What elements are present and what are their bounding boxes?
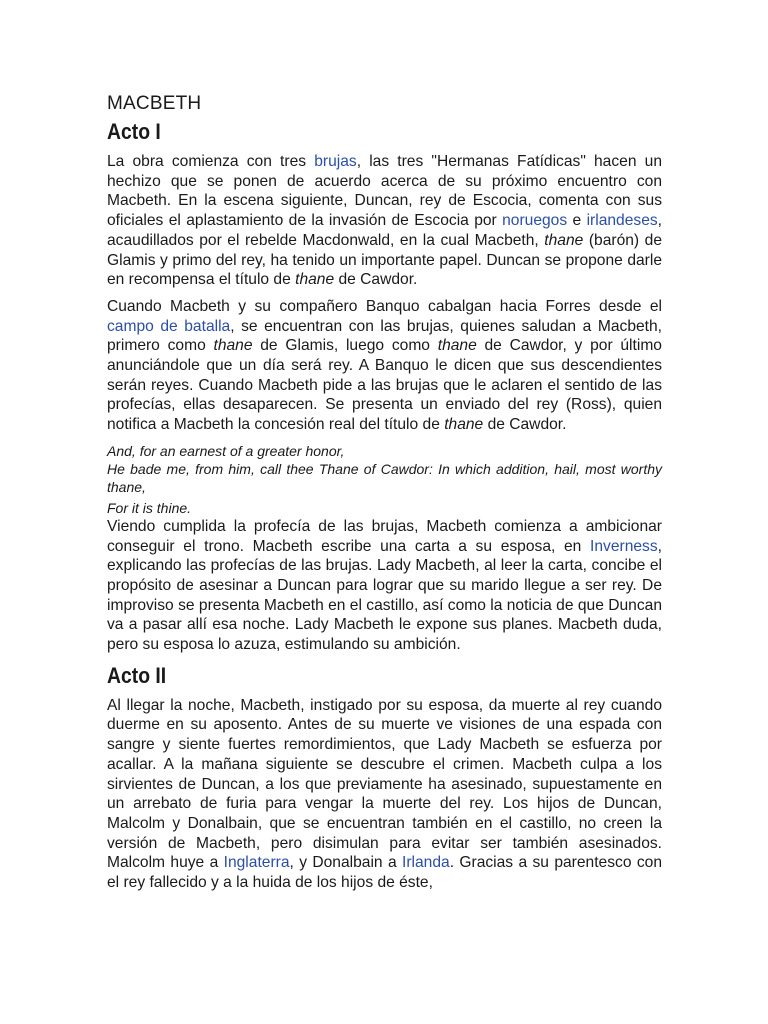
italic-term: thane	[444, 416, 484, 434]
document-title: MACBETH	[107, 93, 202, 114]
act-1-paragraph-2	[107, 297, 662, 435]
text-run: . Gracias a su parentesco con el rey fallecido y a la huida de los hijos de éste,	[107, 854, 662, 892]
link-brujas[interactable]: brujas	[314, 153, 357, 170]
italic-term: thane	[544, 231, 584, 249]
link-noruegos[interactable]: noruegos	[502, 212, 568, 230]
act-1-paragraph-1	[107, 152, 662, 290]
text-run: de Cawdor, y por último anunciándole que un día será rey. A Banquo le dicen que sus descendientes serán reyes. Cuando Macbeth pide a las brujas que le aclaren el sentido de las profecías, ellas desaparecen. Se presenta un enviado del rey (Ross), quien notifica a Macbeth la concesión real del título de	[107, 337, 662, 434]
act-2-paragraph-1	[107, 696, 662, 893]
link-irlandeses[interactable]: irlandeses	[586, 212, 658, 230]
document-page	[107, 92, 662, 900]
link-irlanda[interactable]: Irlanda	[402, 854, 450, 872]
italic-term: thane	[437, 337, 477, 355]
quote-block	[107, 442, 662, 517]
quote-line-2: He bade me, from him, call thee Thane of Cawdor: In which addition, hail, most worthy thane,	[107, 460, 662, 495]
text-run: de Glamis, luego como	[252, 337, 438, 355]
text-run: e	[567, 212, 587, 230]
act-1-paragraph-3	[107, 517, 662, 655]
text-run: , y Donalbain a	[289, 854, 402, 872]
text-run: de Cawdor.	[483, 416, 567, 434]
link-campo-de-batalla[interactable]: campo de batalla	[107, 317, 231, 335]
text-run: (barón) de Glamis y primo del rey, ha tenido un importante papel. Duncan se propone darle en recompensa el título de	[107, 231, 662, 289]
link-inverness[interactable]: Inverness	[590, 537, 658, 555]
quote-line-1: And, for an earnest of a greater honor,	[107, 442, 345, 459]
quote-line-3: For it is thine.	[107, 499, 192, 516]
act-1-heading: Acto I	[107, 119, 161, 144]
text-run: , explicando las profecías de las brujas. Lady Macbeth, al leer la carta, concibe el propósito de asesinar a Duncan para lograr que su marido llegue a ser rey. De improviso se presenta Macbeth en el castillo, así como la noticia de que Duncan va a pasar allí esa noche. Lady Macbeth le expone sus planes. Macbeth duda, pero su esposa lo azuza, estimulando su ambición.	[107, 537, 662, 654]
text-run: Cuando Macbeth y su compañero Banquo cabalgan hacia Forres desde el	[107, 297, 662, 315]
text-run: Viendo cumplida la profecía de las brujas, Macbeth comienza a ambicionar conseguir el trono. Macbeth escribe una carta a su esposa, en	[107, 517, 662, 555]
italic-term: thane	[213, 337, 253, 355]
text-run: , se encuentran con las brujas, quienes saludan a Macbeth, primero como	[107, 317, 663, 355]
text-run: , las tres "Hermanas Fatídicas" hacen un hechizo que se ponen de acuerdo acerca de su próximo encuentro con Macbeth. En la escena siguiente, Duncan, rey de Escocia, comenta con sus oficiales el aplastamiento de la invasión de Escocia por	[107, 153, 663, 230]
act-2-heading: Acto II	[107, 662, 167, 688]
italic-term: thane	[295, 271, 335, 289]
text-run: de Cawdor.	[334, 271, 418, 289]
text-run: , acaudillados por el rebelde Macdonwald, en la cual Macbeth,	[107, 212, 663, 249]
text-run: La obra comienza con tres	[107, 153, 315, 170]
link-inglaterra[interactable]: Inglaterra	[223, 854, 290, 872]
text-run: Al llegar la noche, Macbeth, instigado por su esposa, da muerte al rey cuando duerme en su aposento. Antes de su muerte ve visiones de una espada con sangre y siente fuertes remordimientos, que Lady Macbeth se esfuerza por acallar. A la mañana siguiente se descubre el crimen. Macbeth culpa a los sirvientes de Duncan, a los que previamente ha asesinado, supuestamente en un arrebato de furia para vengar la muerte del rey. Los hijos de Duncan, Malcolm y Donalbain, que se encuentran también en el castillo, no creen la versión de Macbeth, pero disimulan para evitar ser también asesinados. Malcolm huye a	[107, 696, 662, 872]
